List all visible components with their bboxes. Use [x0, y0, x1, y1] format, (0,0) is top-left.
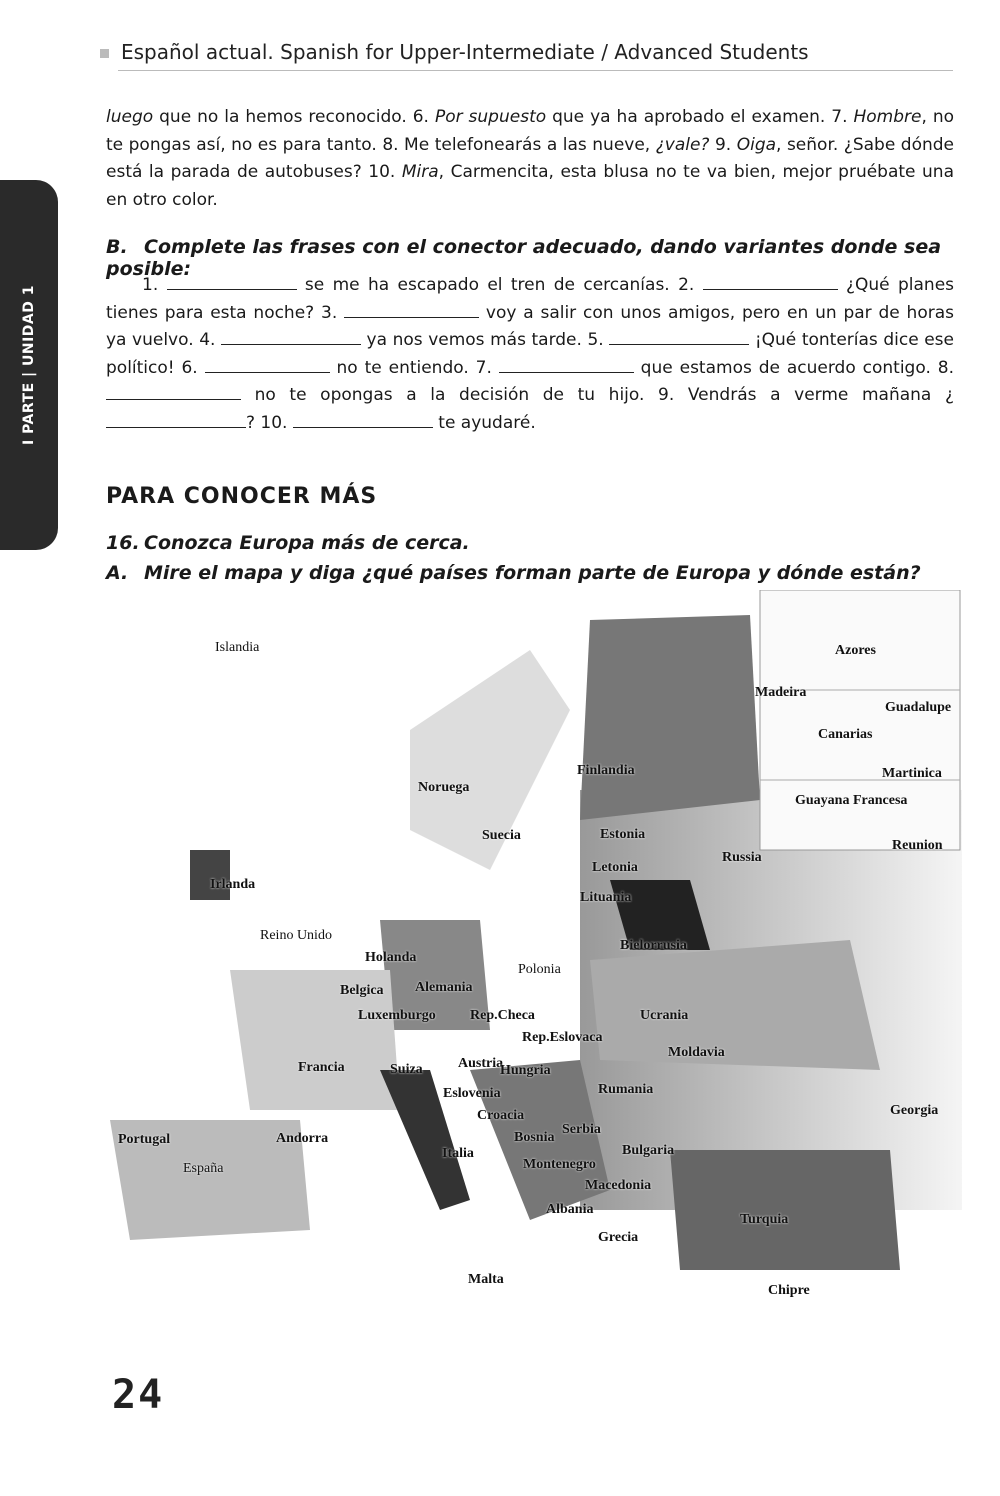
- intro-text-segment: , no te pongas así, no es para tanto. 8. Me telefonearás a las nueve,: [106, 107, 955, 155]
- country-label: Noruega: [418, 780, 470, 795]
- exercise-title: Complete las frases con el conector adecuado, dando variantes donde sea posible:: [106, 236, 942, 280]
- country-label: Albania: [546, 1202, 594, 1217]
- country-label: España: [183, 1161, 224, 1176]
- intro-text-segment: Por supuesto: [434, 107, 547, 127]
- country-label: Grecia: [598, 1230, 639, 1245]
- exercise-text-segment: se me ha escapado el tren de cercanías. 2.: [296, 275, 703, 295]
- intro-text-segment: , señor. ¿Sabe dónde está la parada de autobuses? 10.: [106, 134, 955, 182]
- country-label: Francia: [298, 1060, 345, 1075]
- inset-label: Reunion: [892, 838, 943, 853]
- intro-text-segment: Oiga: [736, 134, 777, 155]
- exercise-a-heading: [106, 562, 921, 584]
- inset-label: Canarias: [818, 727, 873, 742]
- country-label: Portugal: [118, 1132, 171, 1147]
- country-label: Irlanda: [210, 877, 256, 892]
- answer-blank[interactable]: [499, 356, 634, 373]
- country-label: Georgia: [890, 1103, 939, 1118]
- header-bullet-icon: [100, 49, 109, 58]
- country-label: Hungria: [500, 1063, 551, 1078]
- side-tab: [0, 180, 58, 550]
- intro-text-segment: ¿vale?: [655, 134, 710, 155]
- country-label: Alemania: [415, 980, 473, 995]
- inset-label: Martinica: [882, 766, 942, 781]
- header-title: Español actual. Spanish for Upper-Intermediate / Advanced Students: [121, 40, 809, 64]
- country-label: Estonia: [600, 827, 646, 842]
- country-label: Letonia: [592, 860, 638, 875]
- country-label: Bielorrusia: [620, 938, 687, 953]
- answer-blank[interactable]: [703, 273, 838, 290]
- answer-blank[interactable]: [344, 301, 479, 318]
- country-label: Montenegro: [523, 1157, 596, 1172]
- country-label: Moldavia: [668, 1045, 725, 1060]
- exercise-letter: B.: [106, 236, 128, 258]
- page-number: 24: [112, 1372, 165, 1418]
- section-heading: PARA CONOCER MÁS: [106, 484, 378, 509]
- country-label: Serbia: [562, 1122, 601, 1137]
- exercise-b-text: [106, 272, 954, 437]
- country-label: Rep.Checa: [470, 1008, 535, 1023]
- exercise-text-segment: ya nos vemos más tarde. 5.: [360, 330, 610, 350]
- inset-box: [760, 590, 960, 850]
- country-label: Macedonia: [585, 1178, 652, 1193]
- europe-map: [110, 590, 962, 1315]
- country-label: Luxemburgo: [358, 1008, 436, 1023]
- exercise-text-segment: ¿Qué planes tienes para esta noche? 3.: [106, 275, 955, 323]
- exercise-number: 16.: [106, 532, 140, 554]
- exercise-text-segment: no te entiendo. 7.: [329, 357, 499, 378]
- country-label: Austria: [458, 1056, 504, 1071]
- country-label: Russia: [722, 850, 762, 865]
- answer-blank[interactable]: [205, 356, 330, 373]
- country-label: Malta: [468, 1272, 504, 1287]
- exercise-text-segment: que estamos de acuerdo contigo. 8.: [633, 357, 954, 378]
- country-label: Belgica: [340, 983, 384, 998]
- running-header: [100, 40, 809, 64]
- exercise-text-segment: voy a salir con unos amigos, pero en un par de horas ya vuelvo. 4.: [106, 302, 954, 350]
- exercise-text-segment: ¡Qué tonterías dice ese político! 6.: [106, 330, 954, 378]
- side-tab-label: I PARTE | UNIDAD 1: [21, 284, 37, 446]
- exercise-text-segment: no te opongas a la decisión de tu hijo. 9. Vendrás a verme mañana ¿: [241, 385, 954, 405]
- intro-text-segment: , Carmencita, esta blusa no te va bien, mejor pruébate una en otro color.: [106, 162, 955, 210]
- answer-blank[interactable]: [167, 273, 297, 290]
- intro-text-segment: 9.: [709, 134, 737, 155]
- country-label: Ucrania: [640, 1008, 689, 1023]
- answer-blank[interactable]: [106, 411, 246, 428]
- exercise-title: Mire el mapa y diga ¿qué países forman parte de Europa y dónde están?: [144, 562, 921, 584]
- country-label: Bosnia: [514, 1130, 555, 1145]
- exercise-title: Conozca Europa más de cerca.: [144, 532, 470, 554]
- map-shapes: [110, 590, 962, 1315]
- country-label: Finlandia: [577, 763, 635, 778]
- intro-text-segment: que no la hemos reconocido. 6.: [153, 107, 435, 127]
- country-label: Italia: [442, 1146, 474, 1161]
- country-label: Rumania: [598, 1082, 654, 1097]
- intro-text-segment: que ya ha aprobado el examen. 7.: [546, 107, 854, 127]
- ukraine-region: [590, 940, 880, 1070]
- answer-blank[interactable]: [106, 383, 241, 400]
- country-label: Croacia: [477, 1108, 525, 1123]
- country-label: Bulgaria: [622, 1143, 675, 1158]
- exercise-16-heading: [106, 532, 470, 554]
- country-label: Islandia: [215, 640, 260, 655]
- country-label: Andorra: [276, 1131, 329, 1146]
- turkey-region: [670, 1150, 900, 1270]
- country-label: Holanda: [365, 950, 417, 965]
- header-rule: [118, 70, 953, 71]
- country-label: Eslovenia: [443, 1086, 501, 1101]
- inset-label: Guayana Francesa: [795, 793, 908, 808]
- country-label: Suiza: [390, 1062, 423, 1077]
- intro-text-segment: Mira: [401, 162, 439, 182]
- country-label: Polonia: [518, 962, 561, 977]
- country-label: Turquia: [740, 1212, 789, 1227]
- exercise-letter: A.: [106, 562, 129, 584]
- inset-label: Guadalupe: [885, 700, 952, 715]
- answer-blank[interactable]: [293, 411, 433, 428]
- country-label: Lituania: [580, 890, 632, 905]
- country-label: Suecia: [482, 828, 521, 843]
- intro-text-segment: luego: [106, 107, 154, 127]
- intro-paragraph: [106, 104, 954, 214]
- inset-label: Azores: [835, 643, 876, 658]
- intro-text-segment: Hombre: [853, 107, 922, 127]
- inset-label: Madeira: [755, 685, 807, 700]
- answer-blank[interactable]: [609, 328, 749, 345]
- exercise-text-segment: 1.: [142, 275, 167, 295]
- finland-region: [580, 615, 760, 820]
- answer-blank[interactable]: [221, 328, 361, 345]
- exercise-text-segment: te ayudaré.: [432, 412, 536, 433]
- country-label: Reino Unido: [260, 928, 332, 943]
- country-label: Rep.Eslovaca: [522, 1030, 603, 1045]
- exercise-text-segment: ? 10.: [246, 412, 293, 433]
- country-label: Chipre: [768, 1283, 810, 1298]
